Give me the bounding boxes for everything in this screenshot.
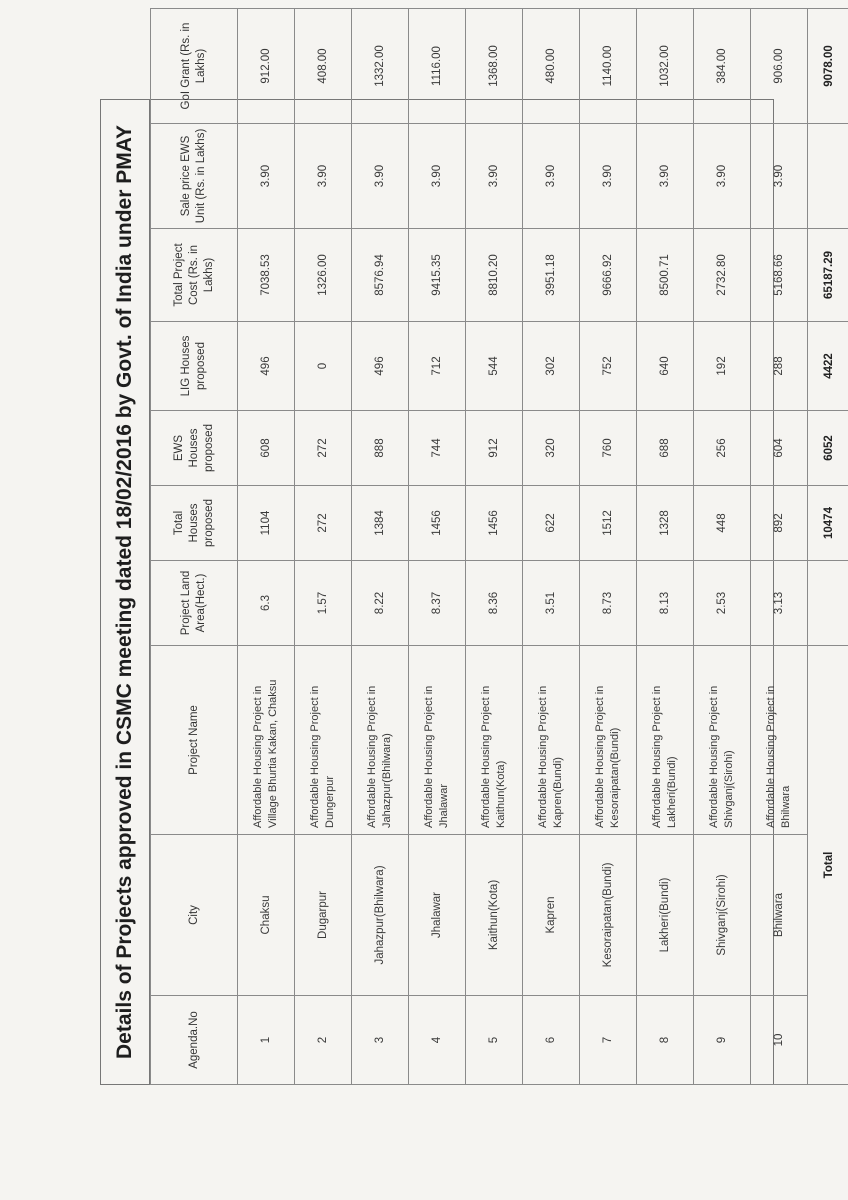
cell-agenda: 10: [751, 996, 808, 1085]
table-header-row: [151, 9, 238, 1085]
cell-lig-houses: 640: [637, 322, 694, 411]
cell-sale-price: 3.90: [352, 124, 409, 229]
cell-project-name: Affordable Housing Project in Village Bhurtia Kakan, Chaksu: [238, 646, 295, 835]
cell-ews-houses: 912: [466, 411, 523, 486]
cell-goi-grant: 480.00: [523, 9, 580, 124]
cell-ews-houses: 272: [295, 411, 352, 486]
cell-total-cost: 3951.18: [523, 229, 580, 322]
cell-goi-grant: 1140.00: [580, 9, 637, 124]
cell-agenda: 9: [694, 996, 751, 1085]
cell-project-name: Affordable Housing Project in Kaithun(Kota): [466, 646, 523, 835]
cell-sale-price: 3.90: [295, 124, 352, 229]
cell-sale-price: 3.90: [409, 124, 466, 229]
cell-lig-houses: 288: [751, 322, 808, 411]
cell-city: Bhilwara: [751, 835, 808, 996]
cell-total-cost: 2732.80: [694, 229, 751, 322]
cell-goi-grant: 384.00: [694, 9, 751, 124]
cell-total-cost: 8576.94: [352, 229, 409, 322]
cell-project-name: Affordable Housing Project in Jhalawar: [409, 646, 466, 835]
cell-ews-houses: 608: [238, 411, 295, 486]
cell-project-name: Affordable Housing Project in Lakheri(Bundi): [637, 646, 694, 835]
cell-goi-grant: 408.00: [295, 9, 352, 124]
header-total-cost: Total Project Cost (Rs. in Lakhs): [151, 229, 238, 322]
header-project-name: Project Name: [151, 646, 238, 835]
cell-ews-houses: 688: [637, 411, 694, 486]
cell-total-houses: 1384: [352, 486, 409, 561]
cell-agenda: 1: [238, 996, 295, 1085]
cell-project-name: Affordable Housing Project in Kesoraipatan(Bundi): [580, 646, 637, 835]
cell-lig-houses: 0: [295, 322, 352, 411]
cell-total-houses: 1328: [637, 486, 694, 561]
cell-agenda: 8: [637, 996, 694, 1085]
total-houses: 10474: [808, 486, 848, 561]
cell-total-houses: 1456: [466, 486, 523, 561]
cell-total-cost: 9666.92: [580, 229, 637, 322]
cell-agenda: 4: [409, 996, 466, 1085]
rotated-document-page: [74, 22, 835, 1105]
cell-total-houses: 622: [523, 486, 580, 561]
cell-lig-houses: 302: [523, 322, 580, 411]
header-sale-price: Sale price EWS Unit (Rs. in Lakhs): [151, 124, 238, 229]
cell-city: Kesoraipatan(Bundi): [580, 835, 637, 996]
table-row: [751, 9, 808, 1085]
cell-ews-houses: 604: [751, 411, 808, 486]
document-title: Details of Projects approved in CSMC meeting dated 18/02/2016 by Govt. of India under PMAY: [100, 99, 150, 1085]
cell-city: Lakheri(Bundi): [637, 835, 694, 996]
cell-total-cost: 8500.71: [637, 229, 694, 322]
cell-sale-price: 3.90: [238, 124, 295, 229]
cell-land-area: 8.37: [409, 561, 466, 646]
table-row: [580, 9, 637, 1085]
cell-total-cost: 5168.66: [751, 229, 808, 322]
cell-city: Chaksu: [238, 835, 295, 996]
cell-goi-grant: 1368.00: [466, 9, 523, 124]
header-total-houses: Total Houses proposed: [151, 486, 238, 561]
cell-goi-grant: 912.00: [238, 9, 295, 124]
cell-sale-price: 3.90: [580, 124, 637, 229]
cell-land-area: 1.57: [295, 561, 352, 646]
cell-ews-houses: 744: [409, 411, 466, 486]
cell-city: Kaithun(Kota): [466, 835, 523, 996]
cell-total-cost: 1326.00: [295, 229, 352, 322]
table-row: [523, 9, 580, 1085]
cell-project-name: Affordable Housing Project in Bhilwara: [751, 646, 808, 835]
cell-sale-price: 3.90: [694, 124, 751, 229]
cell-lig-houses: 544: [466, 322, 523, 411]
cell-sale-price: 3.90: [751, 124, 808, 229]
total-land-area: [808, 561, 848, 646]
cell-land-area: 8.22: [352, 561, 409, 646]
cell-agenda: 2: [295, 996, 352, 1085]
cell-lig-houses: 192: [694, 322, 751, 411]
cell-sale-price: 3.90: [466, 124, 523, 229]
cell-project-name: Affordable Housing Project in Kapren(Bundi): [523, 646, 580, 835]
cell-total-cost: 9415.35: [409, 229, 466, 322]
cell-total-houses: 1456: [409, 486, 466, 561]
table-row: [637, 9, 694, 1085]
cell-sale-price: 3.90: [523, 124, 580, 229]
cell-land-area: 2.53: [694, 561, 751, 646]
cell-agenda: 7: [580, 996, 637, 1085]
header-goi-grant: GoI Grant (Rs. in Lakhs): [151, 9, 238, 124]
total-lig-houses: 4422: [808, 322, 848, 411]
cell-agenda: 6: [523, 996, 580, 1085]
cell-goi-grant: 906.00: [751, 9, 808, 124]
cell-land-area: 3.13: [751, 561, 808, 646]
cell-total-houses: 272: [295, 486, 352, 561]
total-sale-price: [808, 124, 848, 229]
total-goi-grant: 9078.00: [808, 9, 848, 124]
table-row: [409, 9, 466, 1085]
cell-lig-houses: 752: [580, 322, 637, 411]
cell-sale-price: 3.90: [637, 124, 694, 229]
projects-table: [150, 8, 848, 1085]
cell-city: Jahazpur(Bhilwara): [352, 835, 409, 996]
cell-land-area: 8.36: [466, 561, 523, 646]
cell-land-area: 6.3: [238, 561, 295, 646]
total-label: Total: [808, 646, 848, 1085]
header-land-area: Project Land Area(Hect.): [151, 561, 238, 646]
header-agenda-no: Agenda.No: [151, 996, 238, 1085]
cell-total-houses: 448: [694, 486, 751, 561]
cell-total-cost: 7038.53: [238, 229, 295, 322]
cell-project-name: Affordable Housing Project in Dungerpur: [295, 646, 352, 835]
cell-goi-grant: 1032.00: [637, 9, 694, 124]
cell-city: Shivganj(Sirohi): [694, 835, 751, 996]
cell-total-cost: 8810.20: [466, 229, 523, 322]
cell-city: Dugarpur: [295, 835, 352, 996]
cell-project-name: Affordable Housing Project in Jahazpur(Bhilwara): [352, 646, 409, 835]
cell-ews-houses: 256: [694, 411, 751, 486]
cell-ews-houses: 888: [352, 411, 409, 486]
cell-city: Kapren: [523, 835, 580, 996]
table-row: [352, 9, 409, 1085]
header-lig-houses: LIG Houses proposed: [151, 322, 238, 411]
table-row: [466, 9, 523, 1085]
header-ews-houses: EWS Houses proposed: [151, 411, 238, 486]
cell-agenda: 3: [352, 996, 409, 1085]
cell-goi-grant: 1116.00: [409, 9, 466, 124]
header-city: City: [151, 835, 238, 996]
cell-total-houses: 892: [751, 486, 808, 561]
total-row: [808, 9, 848, 1085]
cell-agenda: 5: [466, 996, 523, 1085]
cell-land-area: 8.13: [637, 561, 694, 646]
cell-lig-houses: 712: [409, 322, 466, 411]
cell-project-name: Affordable Housing Project in Shivganj(Sirohi): [694, 646, 751, 835]
table-row: [238, 9, 295, 1085]
cell-land-area: 3.51: [523, 561, 580, 646]
table-row: [295, 9, 352, 1085]
cell-total-houses: 1104: [238, 486, 295, 561]
cell-lig-houses: 496: [352, 322, 409, 411]
table-row: [694, 9, 751, 1085]
cell-ews-houses: 320: [523, 411, 580, 486]
total-ews-houses: 6052: [808, 411, 848, 486]
cell-ews-houses: 760: [580, 411, 637, 486]
total-project-cost: 65187.29: [808, 229, 848, 322]
cell-total-houses: 1512: [580, 486, 637, 561]
cell-lig-houses: 496: [238, 322, 295, 411]
cell-land-area: 8.73: [580, 561, 637, 646]
cell-goi-grant: 1332.00: [352, 9, 409, 124]
cell-city: Jhalawar: [409, 835, 466, 996]
